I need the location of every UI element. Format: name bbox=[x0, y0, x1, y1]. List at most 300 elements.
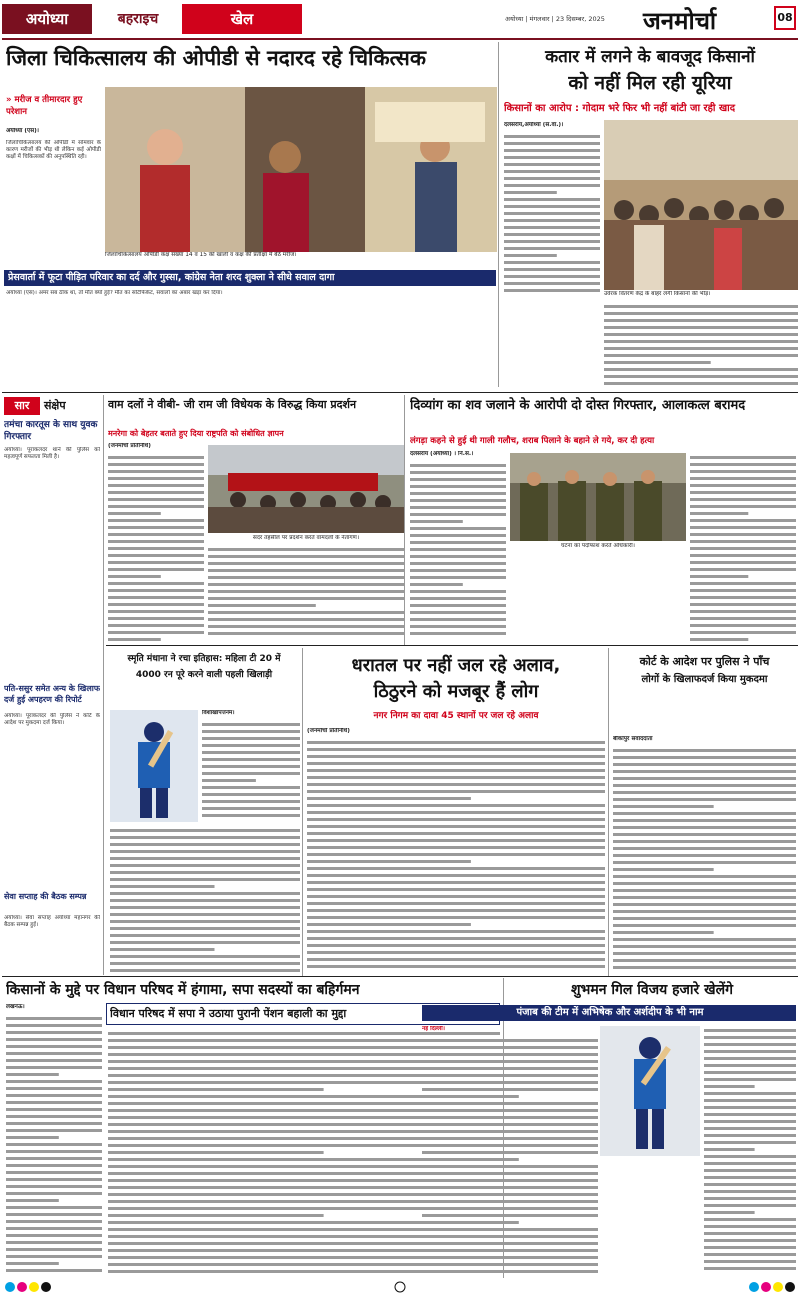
text-line bbox=[110, 850, 300, 853]
text-line bbox=[422, 1235, 598, 1238]
text-line bbox=[6, 1115, 102, 1118]
text-line bbox=[422, 1144, 598, 1147]
text-line bbox=[690, 617, 796, 620]
text-line bbox=[307, 867, 605, 870]
column-divider bbox=[103, 395, 104, 975]
text-line bbox=[504, 149, 600, 152]
police-photo bbox=[510, 453, 686, 541]
story-opd bbox=[2, 40, 497, 268]
text-line bbox=[690, 575, 748, 578]
text-line bbox=[410, 541, 506, 544]
text-line bbox=[108, 582, 204, 585]
text-line bbox=[307, 853, 605, 856]
text-line bbox=[613, 903, 796, 906]
subhead: लंगड़ा कहने से हुई थी गाली गलौच, शराब पिलाने के बहाने ले गये, कर दी हत्या bbox=[410, 436, 655, 446]
text-line bbox=[110, 836, 300, 839]
text-line bbox=[613, 826, 796, 829]
brief-3-title: सेवा सप्ताह की बैठक सम्पन्न bbox=[4, 892, 87, 901]
text-line bbox=[604, 347, 798, 350]
text-line bbox=[613, 791, 796, 794]
story-dateline: (जनमोर्चा प्रतिनिधि) bbox=[108, 443, 151, 449]
photo-caption: जिलाचिकित्सालय ओपीडी कक्ष संख्या 14 व 15 की खाली व कक्ष की प्रतीक्षा में बैठे मरीज। bbox=[105, 252, 297, 258]
dateline: अयोध्या | मंगलवार | 23 दिसम्बर, 2025 bbox=[505, 15, 605, 23]
text-line bbox=[690, 561, 796, 564]
text-line bbox=[704, 1113, 796, 1116]
text-line bbox=[6, 1199, 59, 1202]
text-line bbox=[704, 1043, 796, 1046]
text-line bbox=[108, 484, 204, 487]
brief-1-text: अयोध्या। पूराकलंदर थाने की पुलिस को महत्वपूर्ण सफलता मिली है। bbox=[4, 447, 100, 461]
opd-photo bbox=[105, 87, 497, 252]
text-line bbox=[422, 1172, 598, 1175]
headline-line-2: को नहीं मिल रही यूरिया bbox=[568, 72, 732, 94]
text-line bbox=[6, 1164, 102, 1167]
text-line bbox=[410, 597, 506, 600]
text-line bbox=[6, 1087, 102, 1090]
text-line bbox=[307, 776, 605, 779]
text-line bbox=[690, 603, 796, 606]
text-line bbox=[704, 1267, 796, 1270]
text-line bbox=[108, 561, 204, 564]
text-line bbox=[704, 1183, 796, 1186]
text-line bbox=[613, 770, 796, 773]
text-line bbox=[613, 924, 796, 927]
text-line bbox=[6, 1213, 102, 1216]
text-line bbox=[307, 797, 471, 800]
text-line bbox=[6, 1066, 102, 1069]
text-line bbox=[704, 1239, 796, 1242]
text-line bbox=[108, 1214, 324, 1217]
text-line bbox=[208, 583, 404, 586]
text-line bbox=[613, 833, 796, 836]
text-line bbox=[410, 604, 506, 607]
story-body bbox=[307, 738, 605, 972]
text-line bbox=[6, 1248, 102, 1251]
text-line bbox=[704, 1225, 796, 1228]
text-line bbox=[110, 864, 300, 867]
text-line bbox=[110, 899, 300, 902]
text-line bbox=[422, 1207, 598, 1210]
text-line bbox=[110, 829, 300, 832]
text-line bbox=[690, 638, 748, 641]
text-line bbox=[110, 871, 300, 874]
text-line bbox=[108, 1088, 324, 1091]
text-line bbox=[208, 632, 404, 635]
text-line bbox=[202, 814, 300, 817]
text-line bbox=[690, 589, 796, 592]
text-line bbox=[504, 191, 557, 194]
headline-line-1: स्मृति मंधाना ने रचा इतिहास: महिला टी 20 में bbox=[127, 654, 281, 664]
text-lines bbox=[604, 302, 798, 388]
text-line bbox=[6, 1017, 102, 1020]
section-tab-sports[interactable]: खेल bbox=[182, 4, 302, 34]
text-line bbox=[6, 1150, 102, 1153]
text-line bbox=[202, 758, 300, 761]
sidebar-title-rest: संक्षेप bbox=[44, 399, 66, 412]
text-line bbox=[307, 783, 605, 786]
headline-line-1: कोर्ट के आदेश पर पुलिस ने पाँच bbox=[639, 655, 770, 668]
text-line bbox=[410, 506, 506, 509]
text-line bbox=[504, 142, 600, 145]
text-line bbox=[108, 1151, 324, 1154]
text-line bbox=[704, 1162, 796, 1165]
text-line bbox=[690, 477, 796, 480]
text-line bbox=[108, 526, 204, 529]
text-line bbox=[110, 955, 300, 958]
text-line bbox=[410, 492, 506, 495]
text-line bbox=[690, 582, 796, 585]
text-line bbox=[422, 1067, 598, 1070]
text-line bbox=[6, 1192, 102, 1195]
text-line bbox=[108, 477, 204, 480]
text-line bbox=[422, 1053, 598, 1056]
text-line bbox=[108, 638, 161, 641]
text-line bbox=[690, 547, 796, 550]
story-left-protest bbox=[106, 395, 406, 643]
text-line bbox=[307, 811, 605, 814]
brief-1-body bbox=[4, 447, 100, 677]
text-line bbox=[422, 1200, 598, 1203]
text-line bbox=[307, 748, 605, 751]
text-line bbox=[110, 906, 300, 909]
text-line bbox=[704, 1106, 796, 1109]
text-line bbox=[108, 456, 204, 459]
text-line bbox=[410, 632, 506, 635]
text-line bbox=[208, 548, 404, 551]
story-body-continued bbox=[604, 302, 798, 388]
text-lines bbox=[110, 826, 300, 972]
paper-name: जनमोर्चा bbox=[643, 6, 717, 35]
story-dateline: लखनऊ। bbox=[6, 1004, 25, 1010]
text-line bbox=[704, 1071, 796, 1074]
text-line bbox=[613, 931, 714, 934]
text-line bbox=[110, 969, 300, 972]
text-line bbox=[208, 618, 404, 621]
headline: दिव्यांग का शव जलाने के आरोपी दो दोस्त गिरफ्तार, आलाकत्ल बरामद bbox=[410, 398, 746, 413]
text-line bbox=[307, 930, 605, 933]
text-line bbox=[604, 375, 798, 378]
text-line bbox=[504, 226, 600, 229]
text-line bbox=[604, 305, 798, 308]
text-line bbox=[6, 1031, 102, 1034]
story-body bbox=[504, 132, 600, 292]
text-line bbox=[613, 868, 714, 871]
text-line bbox=[6, 1241, 102, 1244]
text-line bbox=[613, 798, 796, 801]
text-line bbox=[604, 333, 798, 336]
text-line bbox=[410, 513, 506, 516]
text-line bbox=[208, 597, 404, 600]
section-divider bbox=[2, 392, 798, 393]
text-line bbox=[690, 610, 796, 613]
text-line bbox=[410, 590, 506, 593]
text-line bbox=[202, 786, 300, 789]
story-body-text: अयोध्या (एसं)। अमर सब ठीक था, तो मौत क्यों हुई? मौत का सर्टिफिकेट, सवालों का अंबार खड़ा कर दिया। bbox=[6, 290, 223, 296]
text-line bbox=[690, 596, 796, 599]
text-line bbox=[613, 896, 796, 899]
text-line bbox=[504, 289, 600, 292]
story-press-conference bbox=[2, 268, 498, 390]
text-line bbox=[108, 575, 161, 578]
text-line bbox=[613, 889, 796, 892]
text-line bbox=[422, 1109, 598, 1112]
text-line bbox=[690, 470, 796, 473]
text-line bbox=[704, 1169, 796, 1172]
text-line bbox=[307, 909, 605, 912]
story-body bbox=[6, 290, 496, 388]
text-line bbox=[704, 1260, 796, 1263]
subhead: नगर निगम का दावा 45 स्थानों पर जल रहे अलाव bbox=[373, 711, 539, 721]
headline-line-1: कतार में लगने के बावजूद किसानों bbox=[545, 47, 755, 67]
story-dateline: विशाखापत्तनम। bbox=[202, 710, 235, 716]
text-line bbox=[504, 198, 600, 201]
text-line bbox=[422, 1123, 598, 1126]
text-line bbox=[110, 927, 300, 930]
text-line bbox=[410, 534, 506, 537]
protest-photo bbox=[208, 445, 404, 533]
text-line bbox=[6, 1227, 102, 1230]
text-line bbox=[410, 478, 506, 481]
text-line bbox=[422, 1151, 598, 1154]
text-line bbox=[690, 526, 796, 529]
text-line bbox=[690, 554, 796, 557]
text-line bbox=[307, 958, 605, 961]
section-divider bbox=[106, 645, 798, 646]
text-line bbox=[504, 261, 600, 264]
text-line bbox=[410, 548, 506, 551]
photo-caption: सदर तहसील पर प्रदर्शन करते वामदलों के नेतागण। bbox=[252, 535, 360, 541]
text-line bbox=[6, 1220, 102, 1223]
text-line bbox=[110, 857, 300, 860]
text-line bbox=[422, 1060, 598, 1063]
text-line bbox=[307, 769, 605, 772]
text-line bbox=[6, 1038, 102, 1041]
text-line bbox=[690, 624, 796, 627]
section-tab-bahraich[interactable]: बहराइच bbox=[117, 11, 159, 27]
text-line bbox=[6, 1206, 102, 1209]
headline-line-2: पंजाब की टीम में अभिषेक और अर्शदीप के भी नाम bbox=[516, 1007, 704, 1018]
text-line bbox=[307, 944, 605, 947]
text-line bbox=[604, 326, 798, 329]
text-line bbox=[704, 1092, 796, 1095]
text-line bbox=[6, 1024, 102, 1027]
text-line bbox=[704, 1036, 796, 1039]
text-lines bbox=[6, 1014, 102, 1276]
text-lines bbox=[422, 1036, 598, 1276]
text-line bbox=[110, 941, 300, 944]
text-line bbox=[704, 1099, 796, 1102]
text-line bbox=[704, 1218, 796, 1221]
text-line bbox=[504, 177, 600, 180]
text-line bbox=[422, 1046, 598, 1049]
text-lines bbox=[504, 132, 600, 292]
text-line bbox=[704, 1246, 796, 1249]
text-line bbox=[613, 749, 796, 752]
text-line bbox=[208, 555, 404, 558]
text-line bbox=[307, 790, 605, 793]
text-line bbox=[6, 1052, 102, 1055]
text-line bbox=[422, 1214, 598, 1217]
text-line bbox=[202, 765, 300, 768]
text-line bbox=[110, 934, 300, 937]
text-line bbox=[504, 212, 600, 215]
text-line bbox=[613, 966, 796, 969]
text-line bbox=[108, 463, 204, 466]
text-line bbox=[6, 1178, 102, 1181]
story-body bbox=[613, 746, 796, 972]
text-lines bbox=[108, 453, 204, 641]
text-line bbox=[690, 463, 796, 466]
story-body-continued bbox=[110, 826, 300, 972]
text-line bbox=[202, 779, 256, 782]
text-lines bbox=[613, 746, 796, 972]
text-line bbox=[307, 923, 471, 926]
text-line bbox=[690, 491, 796, 494]
text-line bbox=[613, 777, 796, 780]
text-line bbox=[613, 784, 796, 787]
text-line bbox=[704, 1190, 796, 1193]
text-line bbox=[108, 603, 204, 606]
text-line bbox=[704, 1253, 796, 1256]
story-urea bbox=[500, 40, 798, 390]
photo-caption: घटना का पर्दाफाश करते अधिकारी। bbox=[561, 543, 635, 549]
text-line bbox=[208, 611, 404, 614]
text-line bbox=[410, 555, 506, 558]
text-line bbox=[704, 1029, 796, 1032]
text-line bbox=[307, 916, 605, 919]
sidebar-brief bbox=[2, 395, 102, 975]
headline-line-2: ठिठुरने को मजबूर हैं लोग bbox=[373, 681, 539, 702]
story-body bbox=[108, 453, 204, 641]
text-line bbox=[202, 744, 300, 747]
text-line bbox=[704, 1155, 796, 1158]
text-line bbox=[410, 611, 506, 614]
headline: जिला चिकित्सालय की ओपीडी से नदारद रहे चिकित्सक bbox=[6, 46, 426, 70]
text-line bbox=[422, 1081, 598, 1084]
text-line bbox=[690, 631, 796, 634]
text-line bbox=[690, 456, 796, 459]
text-line bbox=[108, 498, 204, 501]
text-line bbox=[110, 892, 300, 895]
text-line bbox=[108, 624, 204, 627]
text-line bbox=[704, 1057, 796, 1060]
text-line bbox=[504, 275, 600, 278]
text-line bbox=[422, 1158, 519, 1161]
text-line bbox=[690, 519, 796, 522]
text-line bbox=[613, 861, 796, 864]
text-line bbox=[108, 540, 204, 543]
text-line bbox=[307, 888, 605, 891]
text-line bbox=[690, 498, 796, 501]
story-body-continued bbox=[208, 545, 404, 641]
text-line bbox=[6, 1262, 59, 1265]
text-line bbox=[307, 846, 605, 849]
story-body-continued bbox=[704, 1026, 796, 1276]
story-dateline: बीकापुर संवाददाता bbox=[613, 736, 653, 742]
urea-queue-photo bbox=[604, 120, 798, 290]
section-divider bbox=[2, 976, 798, 977]
text-line bbox=[6, 1059, 102, 1062]
text-line bbox=[613, 910, 796, 913]
text-line bbox=[108, 596, 204, 599]
text-line bbox=[704, 1085, 755, 1088]
text-lines bbox=[307, 738, 605, 972]
text-line bbox=[604, 340, 798, 343]
text-line bbox=[422, 1095, 519, 1098]
text-line bbox=[307, 902, 605, 905]
story-dateline: नई दिल्ली। bbox=[422, 1026, 445, 1032]
text-line bbox=[422, 1270, 598, 1273]
text-line bbox=[504, 233, 600, 236]
text-line bbox=[410, 471, 506, 474]
text-lines bbox=[410, 461, 506, 641]
text-line bbox=[410, 618, 506, 621]
sidebar-title-box: सार bbox=[4, 397, 40, 415]
brief-2-title: पति-ससुर समेत अन्य के खिलाफ दर्ज हुई अपहरण की रिपोर्ट bbox=[4, 684, 100, 704]
text-line bbox=[108, 512, 161, 515]
color-registration-strip bbox=[0, 1280, 800, 1295]
text-line bbox=[704, 1050, 796, 1053]
text-line bbox=[704, 1204, 796, 1207]
text-line bbox=[410, 569, 506, 572]
text-line bbox=[110, 878, 300, 881]
text-line bbox=[410, 576, 506, 579]
story-dateline: अयोध्या (एसं)। bbox=[6, 128, 39, 134]
text-line bbox=[422, 1193, 598, 1196]
text-line bbox=[6, 1234, 102, 1237]
story-shubman-gill bbox=[422, 978, 798, 1278]
subhead: किसानों का आरोप : गोदाम भरे फिर भी नहीं बांटी जा रही खाद bbox=[504, 103, 736, 114]
masthead bbox=[0, 0, 800, 40]
text-line bbox=[422, 1249, 598, 1252]
text-line bbox=[108, 547, 204, 550]
text-line bbox=[410, 562, 506, 565]
text-line bbox=[504, 170, 600, 173]
text-line bbox=[208, 625, 404, 628]
text-line bbox=[690, 568, 796, 571]
text-line bbox=[108, 589, 204, 592]
text-line bbox=[110, 913, 300, 916]
text-line bbox=[6, 1136, 59, 1139]
story-murder-arrest bbox=[408, 395, 798, 643]
text-lines bbox=[208, 545, 404, 641]
section-tab-ayodhya[interactable]: अयोध्या bbox=[2, 4, 92, 34]
text-line bbox=[422, 1102, 598, 1105]
text-line bbox=[613, 819, 796, 822]
text-line bbox=[613, 952, 796, 955]
text-line bbox=[613, 854, 796, 857]
brief-3-text: अयोध्या। सेवा सप्ताह अयोध्या महानगर की बैठक सम्पन्न हुई। bbox=[4, 915, 100, 929]
story-court-order bbox=[611, 648, 798, 974]
text-line bbox=[604, 354, 798, 357]
brief-3-body bbox=[4, 915, 100, 973]
text-line bbox=[613, 875, 796, 878]
text-line bbox=[704, 1127, 796, 1130]
text-line bbox=[704, 1134, 796, 1137]
text-line bbox=[202, 751, 300, 754]
headline: प्रेसवार्ता में फूटा पीड़ित परिवार का दर्द और गुस्सा, कांग्रेस नेता शरद शुक्ला ने सीधे सवाल दागा bbox=[8, 272, 335, 283]
text-line bbox=[6, 1094, 102, 1097]
text-line bbox=[410, 527, 506, 530]
text-line bbox=[504, 135, 600, 138]
text-line bbox=[504, 219, 600, 222]
text-line bbox=[422, 1130, 598, 1133]
headline-line-1: वाम दलों ने वीबी- जी राम जी विधेयक के विरुद्ध किया प्रदर्शन bbox=[108, 398, 357, 411]
text-line bbox=[704, 1064, 796, 1067]
text-line bbox=[704, 1211, 755, 1214]
text-line bbox=[6, 1108, 102, 1111]
text-line bbox=[110, 843, 300, 846]
